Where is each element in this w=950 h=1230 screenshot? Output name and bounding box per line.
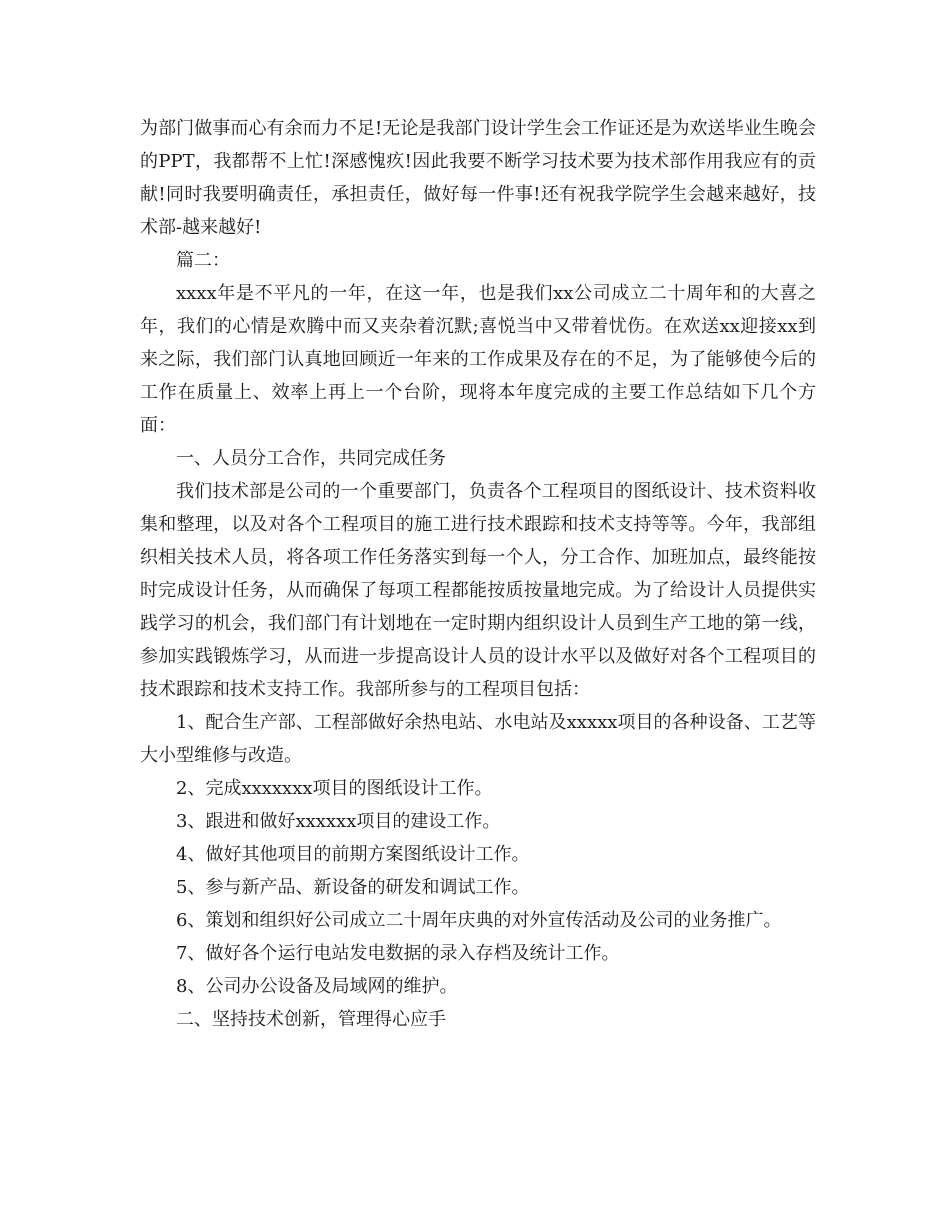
list-item: 7、做好各个运行电站发电数据的录入存档及统计工作。 — [176, 943, 620, 964]
paragraph-continuation: 为部门做事而心有余而力不足!无论是我部门设计学生会工作证还是为欢送毕业生晚会的PPT，我都帮不上忙!深感愧疚!因此我要不断学习技术要为技术部作用我应有的贡献!同时我要明确责任，承担责任，做好每一件事!还有祝我学院学生会越来越好，技术部-越来越好! — [140, 118, 816, 238]
paragraph-intro: xxxx年是不平凡的一年，在这一年，也是我们xx公司成立二十周年和的大喜之年，我们的心情是欢腾中而又夹杂着沉默;喜悦当中又带着忧伤。在欢送xx迎接xx到来之际，我们部门认真地回顾近一年来的工作成果及存在的不足，为了能够使今后的工作在质量上、效率上再上一个台阶，现将本年度完成的主要工作总结如下几个方面： — [140, 283, 816, 436]
list-item: 8、公司办公设备及局域网的维护。 — [176, 976, 458, 997]
document-body — [140, 112, 816, 1036]
section-heading-one: 一、人员分工合作，共同完成任务 — [176, 448, 446, 469]
list-item: 2、完成xxxxxxx项目的图纸设计工作。 — [176, 778, 493, 799]
list-item: 3、跟进和做好xxxxxx项目的建设工作。 — [176, 811, 501, 832]
list-item: 5、参与新产品、新设备的研发和调试工作。 — [176, 877, 530, 898]
list-item: 4、做好其他项目的前期方案图纸设计工作。 — [176, 844, 530, 865]
list-item: 1、配合生产部、工程部做好余热电站、水电站及xxxxx项目的各种设备、工艺等大小型维修与改造。 — [140, 712, 816, 766]
paragraph-tech-dept: 我们技术部是公司的一个重要部门，负责各个工程项目的图纸设计、技术资料收集和整理，以及对各个工程项目的施工进行技术跟踪和技术支持等等。今年，我部组织相关技术人员，将各项工作任务落实到每一个人，分工合作、加班加点，最终能按时完成设计任务，从而确保了每项工程都能按质按量地完成。为了给设计人员提供实践学习的机会，我们部门有计划地在一定时期内组织设计人员到生产工地的第一线，参加实践锻炼学习，从而进一步提高设计人员的设计水平以及做好对各个工程项目的技术跟踪和技术支持工作。我部所参与的工程项目包括： — [140, 481, 816, 700]
section-heading-part-two: 篇二： — [176, 250, 230, 271]
section-heading-two: 二、坚持技术创新，管理得心应手 — [176, 1009, 446, 1030]
list-item: 6、策划和组织好公司成立二十周年庆典的对外宣传活动及公司的业务推广。 — [176, 910, 782, 931]
